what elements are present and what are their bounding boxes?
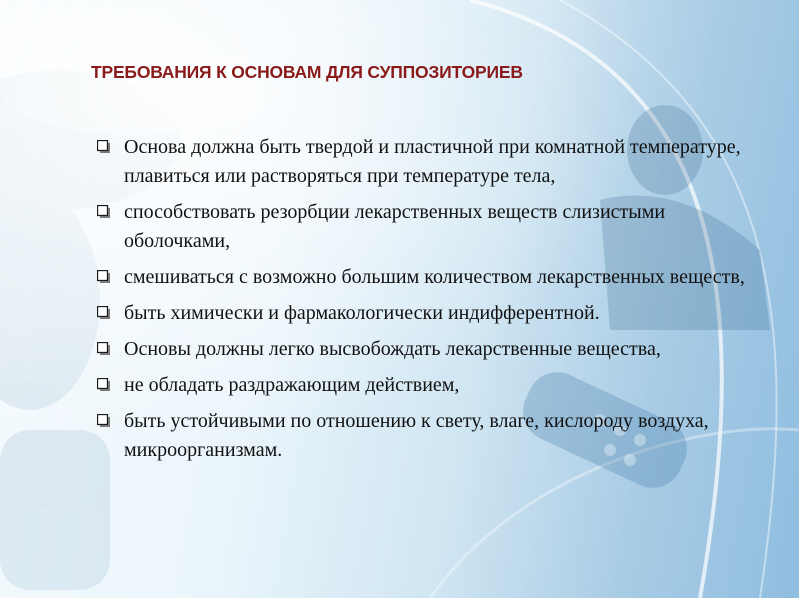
slide-title: ТРЕБОВАНИЯ К ОСНОВАМ ДЛЯ СУППОЗИТОРИЕВ: [91, 62, 523, 82]
list-item: [97, 299, 747, 328]
list-item-text: Основы должны легко высвобождать лекарственные вещества,: [124, 338, 661, 360]
list-item-text: не обладать раздражающим действием,: [124, 374, 460, 396]
list-item-text: Основа должна быть твердой и пластичной при комнатной температуре, плавиться или растворяться при температуре тела,: [124, 136, 741, 187]
list-item: [97, 407, 747, 465]
list-item-text: быть химически и фармакологически индифферентной.: [124, 302, 600, 324]
requirements-list: [97, 133, 747, 472]
checkbox-square-icon: [97, 306, 110, 319]
checkbox-square-icon: [97, 342, 110, 355]
checkbox-square-icon: [97, 270, 110, 283]
list-item: [97, 263, 747, 292]
list-item-text: способствовать резорбции лекарственных веществ слизистыми оболочками,: [124, 201, 666, 252]
list-item: [97, 133, 747, 191]
list-item-text: быть устойчивыми по отношению к свету, влаге, кислороду воздуха, микроорганизмам.: [124, 410, 709, 461]
list-item: [97, 335, 747, 364]
list-item: [97, 371, 747, 400]
checkbox-square-icon: [97, 414, 110, 427]
list-item-text: смешиваться с возможно большим количеством лекарственных веществ,: [124, 266, 745, 288]
checkbox-square-icon: [97, 205, 110, 218]
list-item: [97, 198, 747, 256]
checkbox-square-icon: [97, 140, 110, 153]
checkbox-square-icon: [97, 378, 110, 391]
